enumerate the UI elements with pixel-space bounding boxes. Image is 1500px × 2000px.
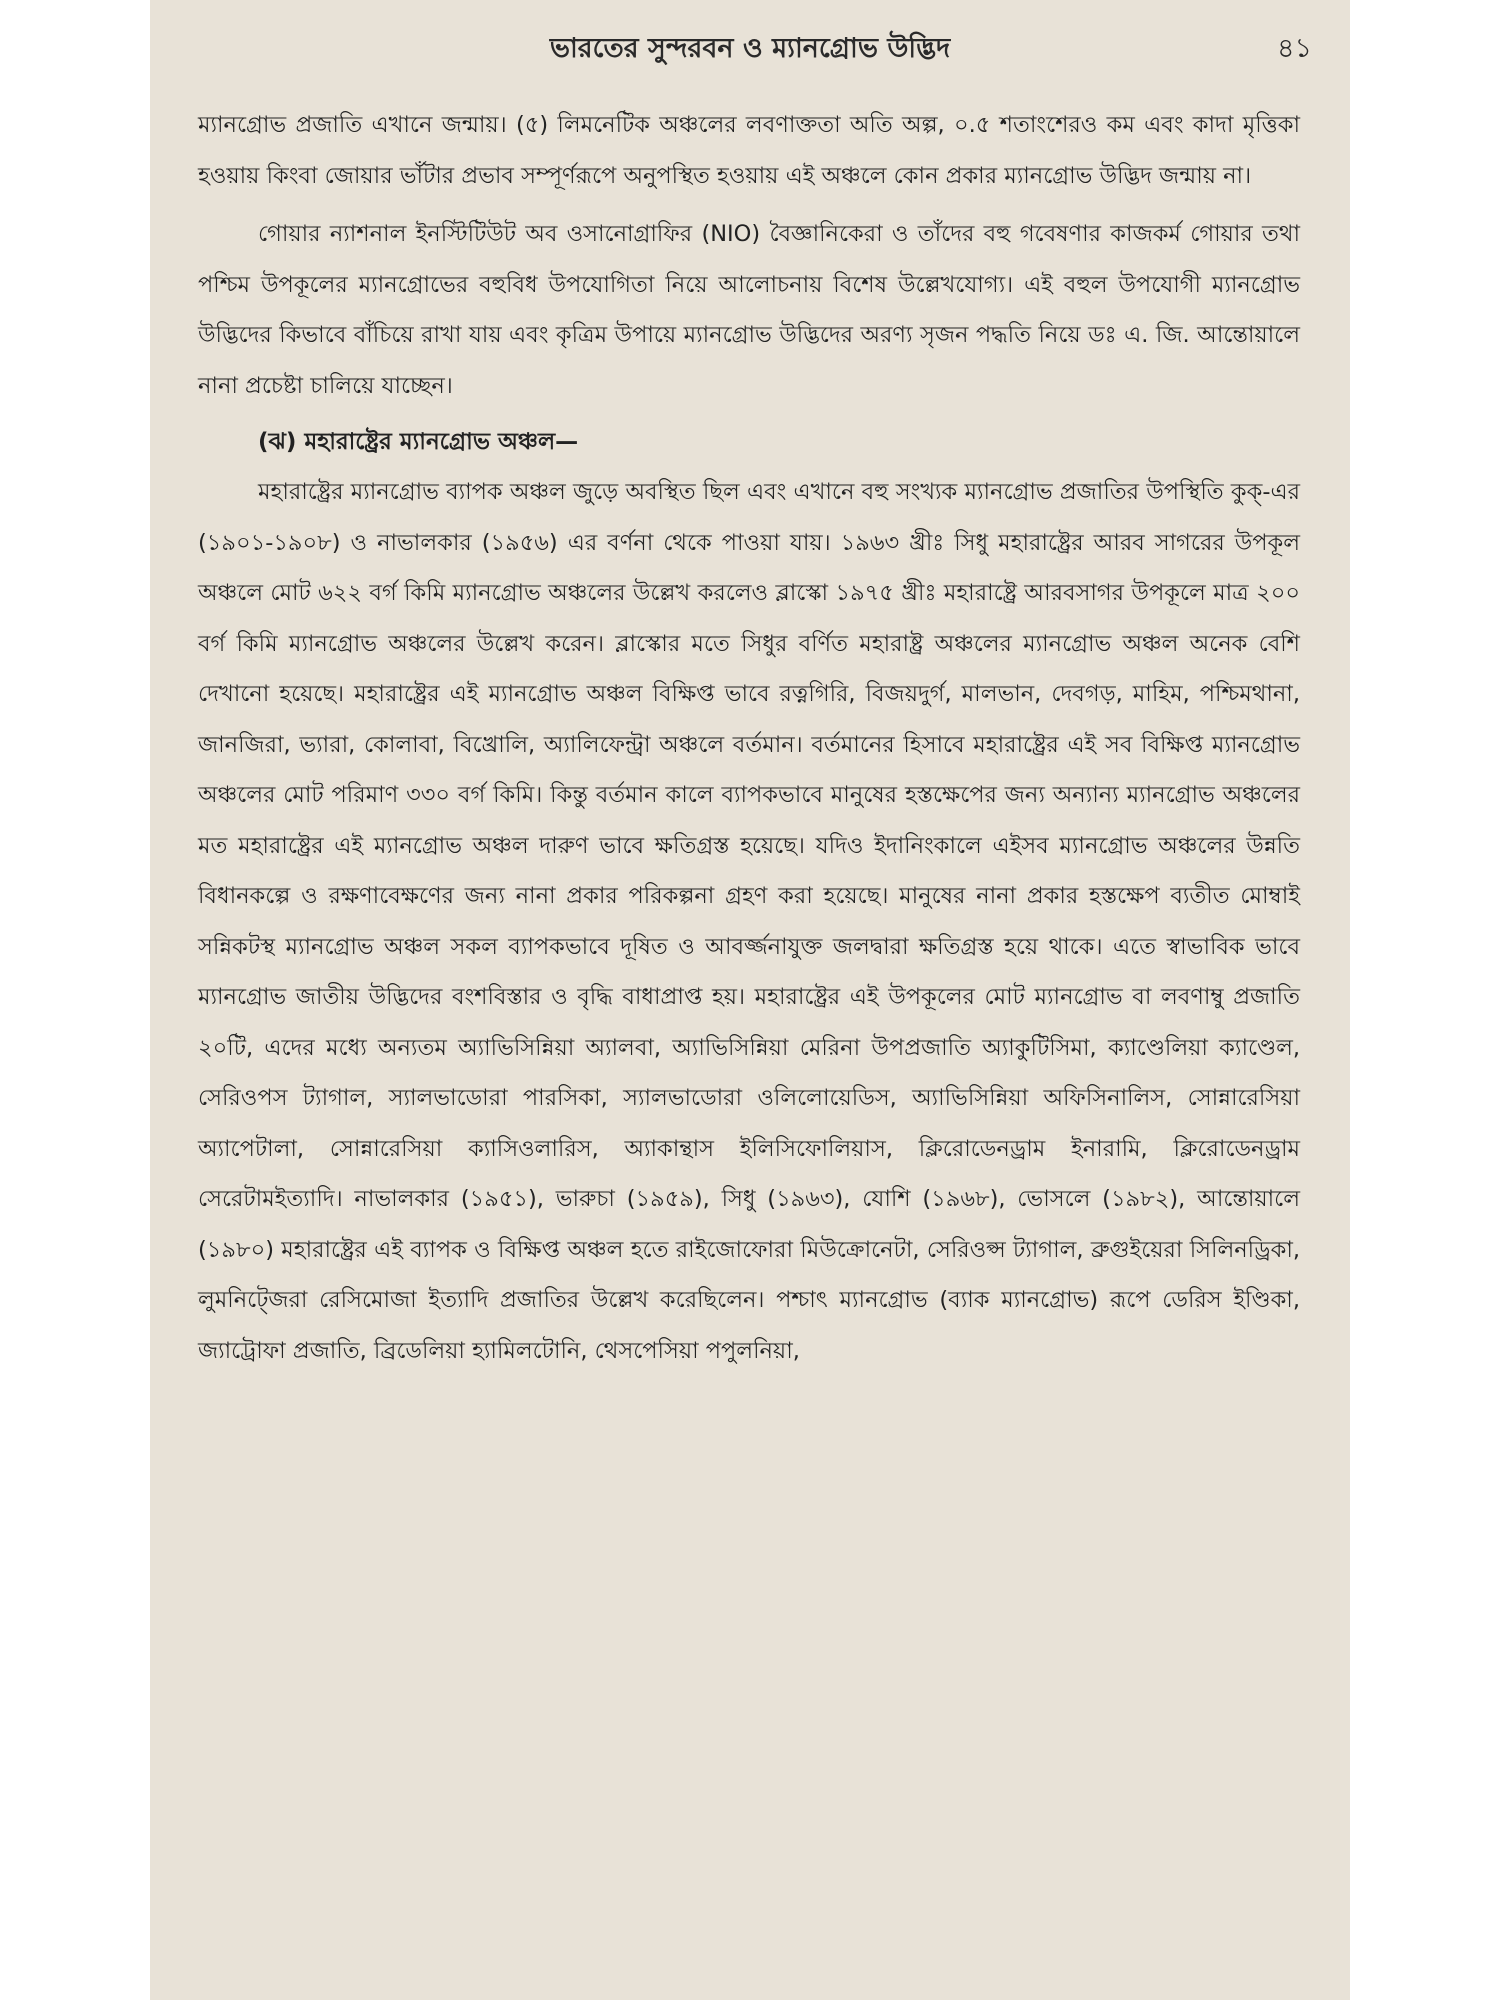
paragraph-maharashtra: মহারাষ্ট্রের ম্যানগ্রোভ ব্যাপক অঞ্চল জুড়ে অবস্থিত ছিল এবং এখানে বহু সংখ্যক ম্যানগ্রোভ প্রজাতির উপস্থিতি কুক্-এর (১৯০১-১৯০৮) ও নাভালকার (১৯৫৬) এর বর্ণনা থেকে পাওয়া যায়। ১৯৬৩ খ্রীঃ সিধু মহারাষ্ট্রের আরব সাগরের উপকূল অঞ্চলে মোট ৬২২ বর্গ কিমি ম্যানগ্রোভ অঞ্চলের উল্লেখ করলেও ব্লাস্কো ১৯৭৫ খ্রীঃ মহারাষ্ট্রে আরবসাগর উপকূলে মাত্র ২০০ বর্গ কিমি ম্যানগ্রোভ অঞ্চলের উল্লেখ করেন। ব্লাস্কোর মতে সিধুর বর্ণিত মহারাষ্ট্র অঞ্চলের ম্যানগ্রোভ অঞ্চল অনেক বেশি দেখানো হয়েছে। মহারাষ্ট্রের এই ম্যানগ্রোভ অঞ্চল বিক্ষিপ্ত ভাবে রত্নগিরি, বিজয়দুর্গ, মালভান, দেবগড়, মাহিম, পশ্চিমথানা, জানজিরা, ভ্যারা, কোলাবা, বিখ্রোলি, অ্যালিফেন্ট্রা অঞ্চলে বর্তমান। বর্তমানের হিসাবে মহারাষ্ট্রের এই সব বিক্ষিপ্ত ম্যানগ্রোভ অঞ্চলের মোট পরিমাণ ৩৩০ বর্গ কিমি। কিন্তু বর্তমান কালে ব্যাপকভাবে মানুষের হস্তক্ষেপের জন্য অন্যান্য ম্যানগ্রোভ অঞ্চলের মত মহারাষ্ট্রের এই ম্যানগ্রোভ অঞ্চল দারুণ ভাবে ক্ষতিগ্রস্ত হয়েছে। যদিও ইদানিংকালে এইসব ম্যানগ্রোভ অঞ্চলের উন্নতি বিধানকল্পে ও রক্ষণাবেক্ষণের জন্য নানা প্রকার পরিকল্পনা গ্রহণ করা হয়েছে। মানুষের নানা প্রকার হস্তক্ষেপ ব্যতীত মোম্বাই সন্নিকটস্থ ম্যানগ্রোভ অঞ্চল সকল ব্যাপকভাবে দূষিত ও আবর্জ্জনাযুক্ত জলদ্বারা ক্ষতিগ্রস্ত হয়ে থাকে। এতে স্বাভাবিক ভাবে ম্যানগ্রোভ জাতীয় উদ্ভিদের বংশবিস্তার ও বৃদ্ধি বাধাপ্রাপ্ত হয়। মহারাষ্ট্রের এই উপকূলের মোট ম্যানগ্রোভ বা লবণাম্বু প্রজাতি ২০টি, এদের মধ্যে অন্যতম অ্যাভিসিন্নিয়া অ্যালবা, অ্যাভিসিন্নিয়া মেরিনা উপপ্রজাতি অ্যাকুটিসিমা, ক্যাণ্ডেলিয়া ক্যাণ্ডেল, সেরিওপস ট্যাগাল, স্যালভাডোরা পারসিকা, স্যালভাডোরা ওলিলোয়েডিস, অ্যাভিসিন্নিয়া অফিসিনালিস, সোন্নারেসিয়া অ্যাপেটালা, সোন্নারেসিয়া ক্যাসিওলারিস, অ্যাকান্থাস ইলিসিফোলিয়াস, ক্লিরোডেনড্রাম ইনারামি, ক্লিরোডেনড্রাম সেরেটামইত্যাদি। নাভালকার (১৯৫১), ভারুচা (১৯৫৯), সিধু (১৯৬৩), যোশি (১৯৬৮), ভোসলে (১৯৮২), আন্তোয়ালে (১৯৮০) মহারাষ্ট্রের এই ব্যাপক ও বিক্ষিপ্ত অঞ্চল হতে রাইজোফোরা মিউক্রোনেটা, সেরিওপ্স ট্যাগাল, ব্রুগুইয়েরা সিলিনড্রিকা, লুমনিট্জেরা রেসিমোজা ইত্যাদি প্রজাতির উল্লেখ করেছিলেন। পশ্চাৎ ম্যানগ্রোভ (ব্যাক ম্যানগ্রোভ) রূপে ডেরিস ইণ্ডিকা, জ্যাট্রোফা প্রজাতি, ব্রিডেলিয়া হ্যামিলটোনি, থেসপেসিয়া পপুলনিয়া, — [198, 479, 1301, 1364]
section-heading: (ঝ) মহারাষ্ট্রের ম্যানগ্রোভ অঞ্চল— — [258, 429, 579, 455]
running-title: ভারতের সুন্দরবন ও ম্যানগ্রোভ উদ্ভিদ — [549, 33, 951, 64]
page-number: ৪১ — [1276, 33, 1312, 64]
book-page — [150, 0, 1350, 2000]
paragraph-limnetic: ম্যানগ্রোভ প্রজাতি এখানে জন্মায়। (৫) লিমনেটিক অঞ্চলের লবণাক্ততা অতি অল্প, ০.৫ শতাংশেরও কম এবং কাদা মৃত্তিকা হওয়ায় কিংবা জোয়ার ভাঁটার প্রভাব সম্পূর্ণরূপে অনুপস্থিত হওয়ায় এই অঞ্চলে কোন প্রকার ম্যানগ্রোভ উদ্ভিদ জন্মায় না। — [198, 112, 1300, 189]
page-body — [198, 100, 1300, 1376]
page-header — [150, 28, 1350, 68]
paragraph-nio: গোয়ার ন্যাশনাল ইনস্টিটিউট অব ওসানোগ্রাফির (NIO) বৈজ্ঞানিকেরা ও তাঁদের বহু গবেষণার কাজকর্ম গোয়ার তথা পশ্চিম উপকূলের ম্যানগ্রোভের বহুবিধ উপযোগিতা নিয়ে আলোচনায় বিশেষ উল্লেখযোগ্য। এই বহুল উপযোগী ম্যানগ্রোভ উদ্ভিদের কিভাবে বাঁচিয়ে রাখা যায় এবং কৃত্রিম উপায়ে ম্যানগ্রোভ উদ্ভিদের অরণ্য সৃজন পদ্ধতি নিয়ে ডঃ এ. জি. আন্তোয়ালে নানা প্রচেষ্টা চালিয়ে যাচ্ছেন। — [198, 221, 1300, 399]
